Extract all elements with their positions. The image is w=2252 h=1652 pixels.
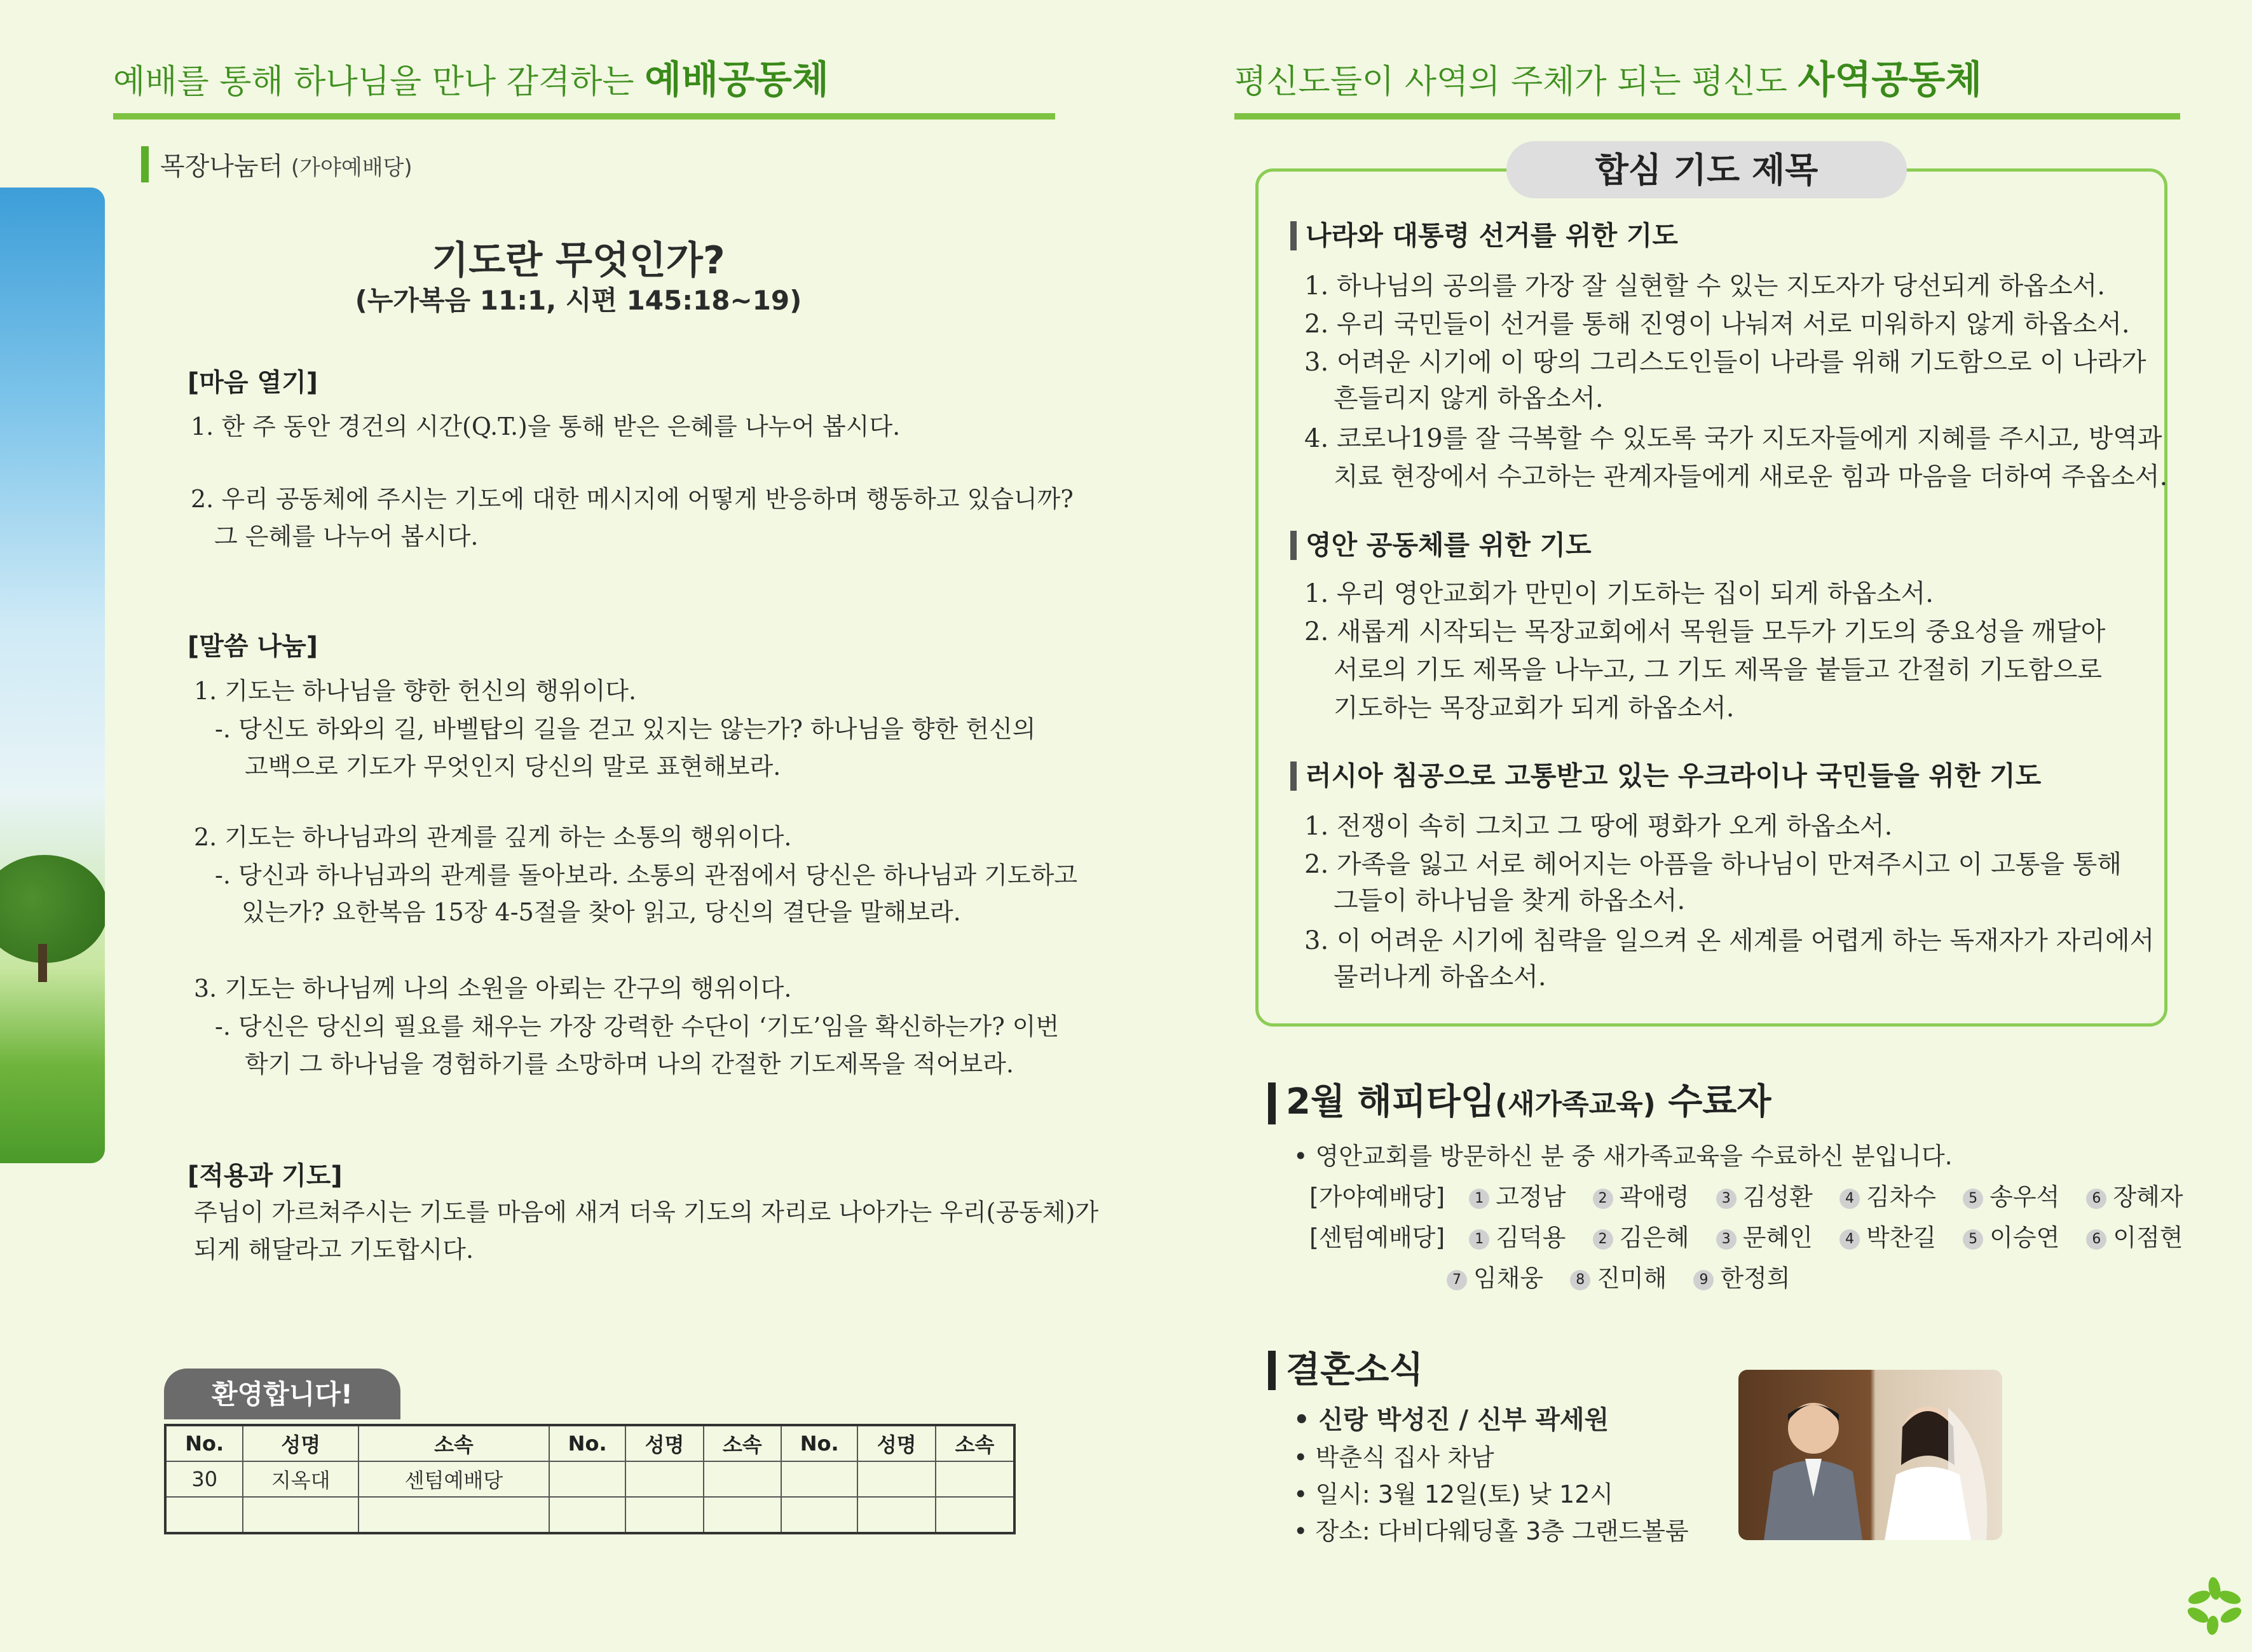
table-row: 30 지옥대 센텀예배당 (165, 1461, 1014, 1497)
wedding-parent: • 박춘식 집사 차남 (1293, 1444, 1494, 1471)
list-item: 6 이점현 (2086, 1218, 2183, 1253)
wedding-couple: • 신랑 박성진 / 신부 곽세원 (1293, 1405, 1609, 1435)
list-item: 4 김차수 (1839, 1177, 1936, 1212)
section-tag: 목장나눔터 (가야예배당) (141, 146, 413, 182)
happytime-heading: 2월 해피타임(새가족교육) 수료자 (1268, 1082, 1771, 1124)
word-point-3: 3. 기도는 하나님께 나의 소원을 아뢰는 간구의 행위이다. (194, 974, 792, 1002)
prayer-ukraine-heading: 러시아 침공으로 고통받고 있는 우크라이나 국민들을 위한 기도 (1290, 761, 2041, 791)
welcome-tab: 환영합니다! (164, 1369, 400, 1419)
word-point-2: 2. 기도는 하나님과의 관계를 깊게 하는 소통의 행위이다. (194, 823, 792, 851)
open-heart-q1: 1. 한 주 동안 경건의 시간(Q.T.)을 통해 받은 은혜를 나누어 봅시다. (191, 413, 901, 440)
left-section-header (113, 50, 1055, 119)
word-point-1: 1. 기도는 하나님을 향한 헌신의 행위이다. (194, 677, 637, 705)
prayer-ukraine-3: 3. 이 어려운 시기에 침략을 일으켜 온 세계를 어렵게 하는 독재자가 자리에서 (1304, 926, 2155, 955)
prayer-nation-3-cont: 흔들리지 않게 하옵소서. (1334, 384, 1604, 413)
couple-icon (1738, 1370, 2002, 1540)
welcome-table (164, 1424, 1016, 1534)
prayer-ukraine-3-cont: 물러나게 하옵소서. (1334, 962, 1546, 992)
list-item: 2 김은혜 (1593, 1218, 1689, 1253)
left-header-text: 예배를 통해 하나님을 만나 감격하는 예배공동체 (113, 58, 829, 102)
open-heart-heading: [마음 열기] (188, 368, 318, 397)
word-point-3a: -. 당신은 당신의 필요를 채우는 가장 강력한 수단이 ‘기도’임을 확신하는가? 이번 (215, 1013, 1060, 1041)
list-item: 9 한정희 (1693, 1259, 1790, 1294)
apply-heading: [적용과 기도] (188, 1161, 343, 1191)
prayer-nation-1: 1. 하나님의 공의를 가장 잘 실현할 수 있는 지도자가 당선되게 하옵소서. (1304, 271, 2105, 301)
prayer-ukraine-2-cont: 그들이 하나님을 찾게 하옵소서. (1334, 886, 1686, 915)
word-point-1b: 고백으로 기도가 무엇인지 당신의 말로 표현해보라. (245, 753, 781, 781)
table-row (165, 1497, 1014, 1533)
sermon-title: 기도란 무엇인가? (432, 238, 725, 283)
prayer-box-title: 합심 기도 제목 (1506, 141, 1907, 198)
wedding-date: • 일시: 3월 12일(토) 낮 12시 (1293, 1480, 1614, 1508)
open-heart-q2: 2. 우리 공동체에 주시는 기도에 대한 메시지에 어떻게 반응하며 행동하고 있습니까? (191, 485, 1074, 513)
list-item: 4 박찬길 (1839, 1218, 1936, 1253)
list-item: 6 장혜자 (2086, 1177, 2183, 1212)
centum-list-2 (1447, 1259, 1810, 1294)
list-item: 7 임채웅 (1447, 1259, 1543, 1294)
prayer-nation-heading: 나라와 대통령 선거를 위한 기도 (1290, 221, 1678, 250)
list-item: 3 김성환 (1716, 1177, 1813, 1212)
tree-icon (0, 855, 105, 963)
list-item: 1 김덕용 (1469, 1218, 1566, 1253)
centum-list: [센텀예배당] 1 김덕용 2 김은혜 3 문혜인 4 박찬길 5 이승연 6 이점현 (1309, 1218, 2202, 1253)
table-header-row: No. 성명 소속 No. 성명 소속 No. 성명 소속 (165, 1425, 1014, 1461)
prayer-ukraine-1: 1. 전쟁이 속히 그치고 그 땅에 평화가 오게 하옵소서. (1304, 812, 1893, 841)
wedding-photo (1738, 1370, 2002, 1540)
right-header-text: 평신도들이 사역의 주체가 되는 평신도 사역공동체 (1234, 58, 1982, 102)
clover-logo-icon (2187, 1583, 2244, 1640)
prayer-church-1: 1. 우리 영안교회가 만민이 기도하는 집이 되게 하옵소서. (1304, 579, 1934, 608)
wedding-place: • 장소: 다비다웨딩홀 3층 그랜드볼룸 (1293, 1517, 1689, 1545)
prayer-ukraine-2: 2. 가족을 잃고 서로 헤어지는 아픔을 하나님이 만져주시고 이 고통을 통해 (1304, 850, 2122, 879)
prayer-nation-4-cont: 치료 현장에서 수고하는 관계자들에게 새로운 힘과 마음을 더하여 주옵소서. (1334, 462, 2168, 491)
word-point-2b: 있는가? 요한복음 15장 4-5절을 찾아 읽고, 당신의 결단을 말해보라. (242, 898, 961, 926)
prayer-nation-4: 4. 코로나19를 잘 극복할 수 있도록 국가 지도자들에게 지혜를 주시고, 방역과 (1304, 424, 2162, 453)
list-item: 5 송우석 (1963, 1177, 2059, 1212)
prayer-church-2-cont: 서로의 기도 제목을 나누고, 그 기도 제목을 붙들고 간절히 기도함으로 (1334, 655, 2103, 685)
gaya-list: [가야예배당] 1 고정남 2 곽애령 3 김성환 4 김차수 5 송우석 6 장혜자 (1309, 1177, 2202, 1212)
happytime-note: • 영안교회를 방문하신 분 중 새가족교육을 수료하신 분입니다. (1293, 1142, 1953, 1170)
list-item: 5 이승연 (1963, 1218, 2059, 1253)
sermon-reference: (누가복음 11:1, 시편 145:18~19) (355, 285, 802, 316)
word-point-3b: 학기 그 하나님을 경험하기를 소망하며 나의 간절한 기도제목을 적어보라. (245, 1050, 1014, 1078)
prayer-church-2-cont2: 기도하는 목장교회가 되게 하옵소서. (1334, 693, 1735, 723)
prayer-church-2: 2. 새롭게 시작되는 목장교회에서 목원들 모두가 기도의 중요성을 깨달아 (1304, 617, 2106, 646)
word-sharing-heading: [말씀 나눔] (188, 632, 318, 661)
prayer-nation-2: 2. 우리 국민들이 선거를 통해 진영이 나눠져 서로 미워하지 않게 하옵소서. (1304, 310, 2130, 339)
right-section-header (1234, 50, 2180, 119)
list-item: 3 문혜인 (1716, 1218, 1813, 1253)
prayer-church-heading: 영안 공동체를 위한 기도 (1290, 531, 1592, 560)
word-point-1a: -. 당신도 하와의 길, 바벨탑의 길을 걷고 있지는 않는가? 하나님을 향한 헌신의 (215, 715, 1036, 743)
wedding-heading: 결혼소식 (1268, 1351, 1423, 1390)
prayer-nation-3: 3. 어려운 시기에 이 땅의 그리스도인들이 나라를 위해 기도함으로 이 나라가 (1304, 348, 2146, 377)
word-point-2a: -. 당신과 하나님과의 관계를 돌아보라. 소통의 관점에서 당신은 하나님과 기도하고 (215, 861, 1078, 889)
list-item: 2 곽애령 (1593, 1177, 1689, 1212)
list-item: 1 고정남 (1469, 1177, 1566, 1212)
apply-line-2: 되게 해달라고 기도합시다. (194, 1236, 474, 1264)
apply-line-1: 주님이 가르쳐주시는 기도를 마음에 새겨 더욱 기도의 자리로 나아가는 우리(공동체)가 (194, 1198, 1099, 1226)
nature-image (0, 188, 105, 1163)
open-heart-q2-cont: 그 은혜를 나누어 봅시다. (214, 522, 479, 550)
list-item: 8 진미해 (1570, 1259, 1667, 1294)
